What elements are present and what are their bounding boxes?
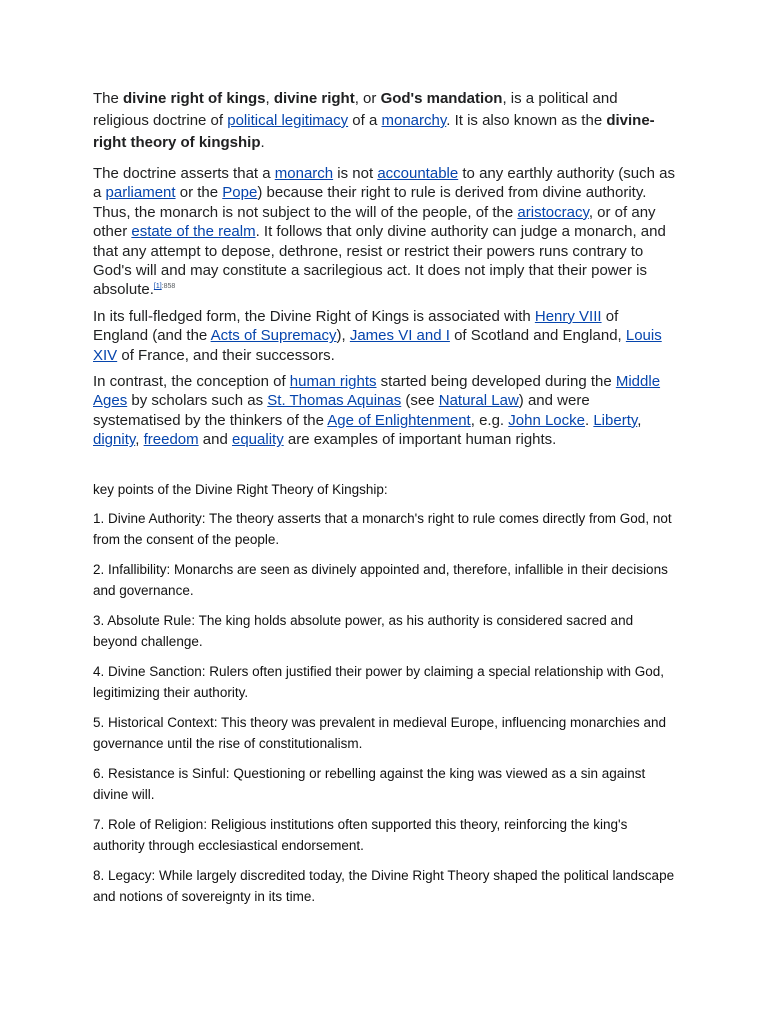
link-dignity[interactable]: dignity <box>93 431 136 449</box>
document-page <box>93 88 675 917</box>
link-monarch[interactable]: monarch <box>274 165 334 182</box>
contrast-paragraph <box>93 372 675 450</box>
article-section <box>93 88 675 450</box>
link-pope[interactable]: Pope <box>222 184 258 202</box>
intro-paragraph <box>93 88 675 154</box>
contrast-text: , e.g. <box>470 411 509 429</box>
fullform-text: ), <box>336 327 350 345</box>
contrast-text: are examples of important human rights. <box>283 431 557 449</box>
link-acts-of-supremacy[interactable]: Acts of Supremacy <box>210 327 337 345</box>
intro-text: , is a political and religious doctrine of <box>93 90 618 129</box>
link-st-thomas-aquinas[interactable]: St. Thomas Aquinas <box>267 392 402 410</box>
contrast-text: by scholars such as <box>127 392 268 410</box>
term-gods-mandation: God's mandation <box>380 90 503 107</box>
fullform-paragraph <box>93 307 675 365</box>
link-james-vi-and-i[interactable]: James VI and I <box>349 327 450 345</box>
citation-link[interactable]: [1] <box>153 283 162 291</box>
fullform-text: of Scotland and England, <box>449 327 626 345</box>
doctrine-text: ) because their right to rule is derived from divine authority. Thus, the monarch is not subject to the will of the people, of the <box>93 184 647 221</box>
doctrine-text: is not <box>333 165 378 182</box>
intro-text: , <box>265 90 274 107</box>
doctrine-text: or the <box>175 184 223 202</box>
link-middle-ages[interactable]: Middle Ages <box>93 373 661 410</box>
contrast-text: In contrast, the conception of <box>93 373 290 391</box>
link-freedom[interactable]: freedom <box>143 431 199 449</box>
contrast-text: (see <box>401 392 439 410</box>
term-divine-right-theory-of-kingship: divine-right theory of kingship <box>93 112 655 151</box>
citation-reference <box>154 283 175 290</box>
key-point-item: 6. Resistance is Sinful: Questioning or rebelling against the king was viewed as a sin against divine will. <box>93 766 646 802</box>
link-liberty[interactable]: Liberty <box>593 411 638 429</box>
key-point-item: 2. Infallibility: Monarchs are seen as divinely appointed and, therefore, infallible in their decisions and governance. <box>93 562 668 598</box>
link-political-legitimacy[interactable]: political legitimacy <box>227 112 349 129</box>
contrast-text: ) and were systematised by the thinkers of the <box>93 392 590 429</box>
contrast-text: , <box>135 431 144 449</box>
link-aristocracy[interactable]: aristocracy <box>517 203 589 221</box>
intro-text: The <box>93 90 124 107</box>
fullform-text: of England (and the <box>93 307 619 345</box>
key-point-item: 5. Historical Context: This theory was prevalent in medieval Europe, influencing monarchies and governance until the rise of constitutionalism. <box>93 715 667 751</box>
contrast-text: , <box>637 411 642 429</box>
key-point-item: 8. Legacy: While largely discredited today, the Divine Right Theory shaped the political landscape and notions of sovereignty in its time. <box>93 868 675 904</box>
doctrine-text: The doctrine asserts that a <box>93 165 275 182</box>
link-estate-of-the-realm[interactable]: estate of the realm <box>131 223 256 241</box>
intro-text: . <box>260 134 265 151</box>
doctrine-text: , or of any other <box>93 203 656 241</box>
key-points-section <box>93 480 675 908</box>
link-natural-law[interactable]: Natural Law <box>438 392 519 410</box>
key-point-item: 7. Role of Religion: Religious institutions often supported this theory, reinforcing the king's authority through ecclesiastical endorsement. <box>93 817 628 853</box>
doctrine-text: to any earthly authority (such as a <box>93 165 675 202</box>
contrast-text: started being developed during the <box>376 373 616 391</box>
link-human-rights[interactable]: human rights <box>289 373 377 391</box>
term-divine-right-of-kings: divine right of kings <box>123 90 266 107</box>
link-monarchy[interactable]: monarchy <box>381 112 447 129</box>
key-points-heading: key points of the Divine Right Theory of Kingship: <box>93 481 388 497</box>
key-point-item: 1. Divine Authority: The theory asserts that a monarch's right to rule comes directly from God, not from the consent of the people. <box>93 511 672 547</box>
link-accountable[interactable]: accountable <box>377 165 459 182</box>
fullform-text: In its full-fledged form, the Divine Right of Kings is associated with <box>93 307 535 325</box>
term-divine-right: divine right <box>273 90 355 107</box>
doctrine-text: . It follows that only divine authority can judge a monarch, and that any attempt to depose, dethrone, resist or restrict their powers runs contrary to God's will and may constitute a sacrilegious act. It does not imply that their power is absolute. <box>93 223 666 299</box>
link-john-locke[interactable]: John Locke <box>508 411 585 429</box>
doctrine-paragraph <box>93 164 675 300</box>
contrast-text: . <box>585 411 594 429</box>
intro-text: . It is also known as the <box>446 112 607 129</box>
fullform-text: of France, and their successors. <box>117 346 335 364</box>
intro-text: , or <box>354 90 381 107</box>
contrast-text: and <box>198 431 232 449</box>
link-parliament[interactable]: parliament <box>105 184 176 202</box>
link-louis-xiv[interactable]: Louis XIV <box>93 327 662 364</box>
link-henry-viii[interactable]: Henry VIII <box>534 307 602 325</box>
intro-text: of a <box>348 112 382 129</box>
citation-page: :858 <box>161 283 176 291</box>
link-age-of-enlightenment[interactable]: Age of Enlightenment <box>327 411 471 429</box>
key-point-item: 3. Absolute Rule: The king holds absolute power, as his authority is considered sacred and beyond challenge. <box>93 613 634 649</box>
key-point-item: 4. Divine Sanction: Rulers often justified their power by claiming a special relationship with God, legitimizing their authority. <box>93 664 665 700</box>
link-equality[interactable]: equality <box>232 431 284 449</box>
